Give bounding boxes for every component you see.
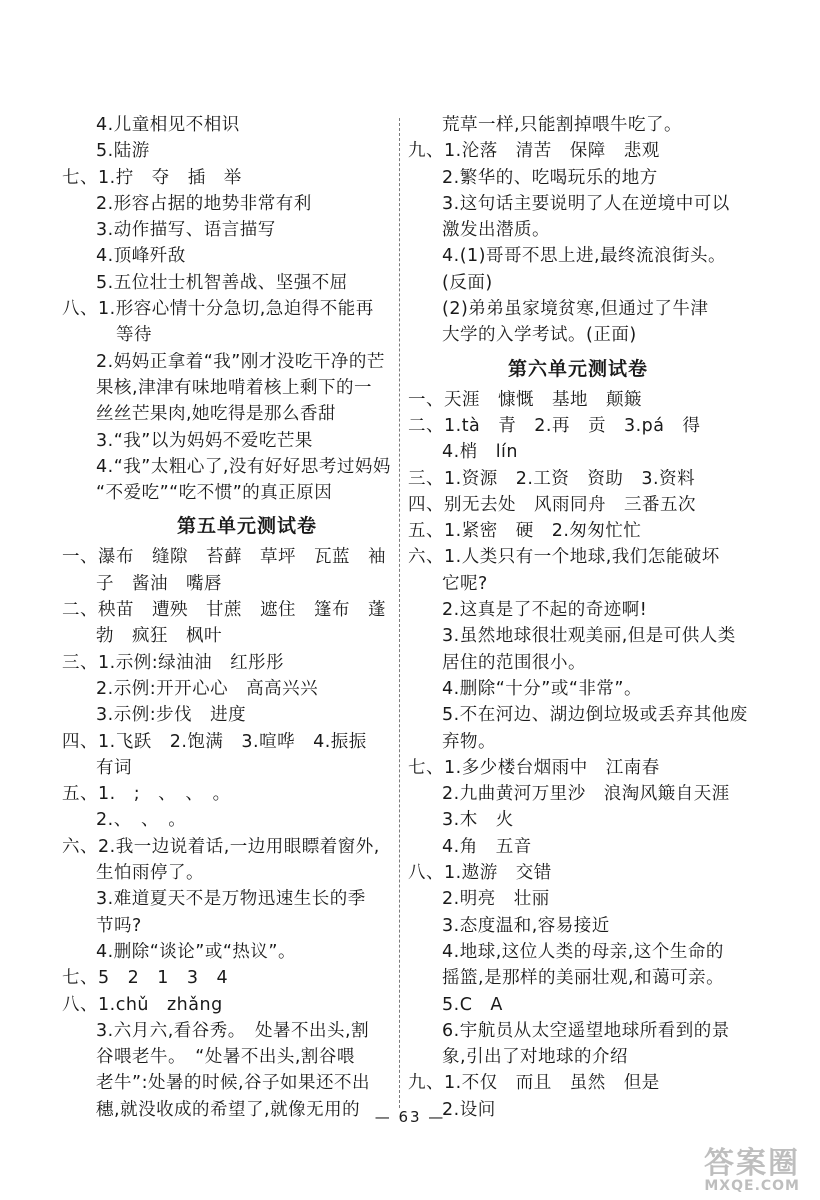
answer-line: 4.“我”太粗心了,没有好好思考过妈妈: [96, 456, 391, 477]
answer-line: 一、天涯 慷慨 基地 颠簸: [408, 389, 642, 410]
answer-line: 2.明亮 壮丽: [442, 889, 550, 910]
answer-line: 象,引出了对地球的介绍: [442, 1047, 629, 1068]
answer-line: 2.这真是了不起的奇迹啊!: [442, 600, 648, 621]
answer-line: 3.态度温和,容易接近: [442, 915, 610, 936]
answer-line: 三、1.资源 2.工资 资助 3.资料: [408, 468, 696, 489]
answer-line: 四、1.飞跃 2.饱满 3.喧哗 4.振振: [62, 731, 367, 752]
answer-line: 2.示例:开开心心 高高兴兴: [96, 678, 319, 699]
answer-line: 2.九曲黄河万里沙 浪淘风簸自天涯: [442, 784, 730, 805]
answer-line: 3.虽然地球很壮观美丽,但是可供人类: [442, 626, 736, 647]
answer-line: 4.删除“十分”或“非常”。: [442, 678, 642, 699]
answer-line: 八、1.形容心情十分急切,急迫得不能再: [62, 299, 374, 320]
answer-line: 九、1.不仅 而且 虽然 但是: [408, 1073, 660, 1094]
right-column: [408, 112, 748, 1123]
answer-line: 节吗?: [96, 915, 142, 936]
answer-line: 6.宇航员从太空遥望地球所看到的景: [442, 1020, 730, 1041]
answer-line: 大学的入学考试。(正面): [442, 325, 637, 346]
answer-line: 3.示例:步伐 进度: [96, 705, 247, 726]
answer-line: 4.梢 lín: [442, 442, 519, 463]
answer-line: 勃 疯狂 枫叶: [96, 626, 222, 647]
answer-line: 七、1.拧 夺 插 举: [62, 167, 242, 188]
answer-line: 老牛”:处暑的时候,谷子如果还不出: [96, 1073, 371, 1094]
section-heading: 第六单元测试卷: [507, 357, 648, 380]
answer-line: 5.C A: [442, 994, 503, 1015]
answer-line: 3.六月六,看谷秀。 处暑不出头,割: [96, 1020, 370, 1041]
answer-line: 2.妈妈正拿着“我”刚才没吃干净的芒: [96, 351, 385, 372]
answer-line: 七、1.多少楼台烟雨中 江南春: [408, 757, 660, 778]
answer-line: 2.繁华的、吃喝玩乐的地方: [442, 167, 658, 188]
answer-line: 八、1.chǔ zhǎng: [62, 994, 223, 1015]
answer-line: 4.地球,这位人类的母亲,这个生命的: [442, 941, 724, 962]
answer-line: 七、5 2 1 3 4: [62, 968, 229, 989]
answer-line: 3.难道夏天不是万物迅速生长的季: [96, 889, 366, 910]
answer-line: 三、1.示例:绿油油 红彤彤: [62, 652, 285, 673]
answer-line: 激发出潜质。: [442, 220, 550, 241]
answer-line: 子 酱油 嘴唇: [96, 573, 222, 594]
answer-line: 4.删除“谈论”或“热议”。: [96, 941, 296, 962]
answer-line: 3.木 火: [442, 810, 514, 831]
answer-line: 4.角 五音: [442, 836, 532, 857]
answer-line: 4.(1)哥哥不思上进,最终流浪街头。: [442, 246, 727, 267]
answer-line: 九、1.沦落 清苦 保障 悲观: [408, 141, 660, 162]
answer-line: 3.这句话主要说明了人在逆境中可以: [442, 193, 730, 214]
answer-line: 谷喂老牛。 “处暑不出头,割谷喂: [96, 1047, 355, 1068]
answer-line: 二、1.tà 青 2.再 贡 3.pá 得: [408, 415, 701, 436]
column-divider: [399, 118, 400, 1108]
answer-line: 生怕雨停了。: [96, 863, 204, 884]
answer-line: 有词: [96, 757, 132, 778]
site-watermark-logo: [658, 1138, 808, 1194]
answer-line: 四、别无去处 风雨同舟 三番五次: [408, 494, 696, 515]
answer-line: 5.五位壮士机智善战、坚强不屈: [96, 272, 348, 293]
answer-line: 五、1. ; 、 、 。: [62, 784, 231, 805]
watermark-top-text: 答案圈: [704, 1146, 800, 1181]
answer-line: (反面): [442, 272, 493, 293]
answer-line: 一、瀑布 缝隙 苔藓 草坪 瓦蓝 袖: [62, 547, 386, 568]
answer-line: 六、1.人类只有一个地球,我们怎能破坏: [408, 547, 720, 568]
answer-line: 果核,津津有味地啃着核上剩下的一: [96, 377, 373, 398]
answer-line: 五、1.紧密 硬 2.匆匆忙忙: [408, 521, 642, 542]
answer-line: 5.不在河边、湖边倒垃圾或丢弃其他废: [442, 705, 748, 726]
page-number: — 63 —: [374, 1108, 446, 1126]
answer-line: 3.“我”以为妈妈不爱吃芒果: [96, 430, 313, 451]
answer-line: 穗,就没收成的希望了,就像无用的: [96, 1099, 361, 1120]
section-heading: 第五单元测试卷: [176, 515, 317, 538]
answer-line: 六、2.我一边说着话,一边用眼瞟着窗外,: [62, 836, 380, 857]
answer-line: “不爱吃”“吃不惯”的真正原因: [96, 483, 333, 504]
answer-line: 八、1.遨游 交错: [408, 863, 552, 884]
answer-line: 居住的范围很小。: [442, 652, 586, 673]
answer-line: 5.陆游: [96, 141, 150, 162]
answer-line: 2.设问: [442, 1099, 496, 1120]
answer-line: 二、秧苗 遭殃 甘蔗 遮住 篷布 蓬: [62, 600, 386, 621]
answer-line: 丝丝芒果肉,她吃得是那么香甜: [96, 404, 337, 425]
left-column: [62, 112, 392, 1123]
answer-line: 3.动作描写、语言描写: [96, 220, 276, 241]
answer-line: 2.形容占据的地势非常有利: [96, 193, 312, 214]
answer-line: 它呢?: [442, 573, 488, 594]
answer-line: 等待: [116, 325, 152, 346]
answer-line: 荒草一样,只能割掉喂牛吃了。: [442, 115, 683, 135]
answer-line: 摇篮,是那样的美丽壮观,和蔼可亲。: [442, 968, 725, 989]
answer-line: 弃物。: [442, 731, 496, 752]
answer-line: 4.儿童相见不相识: [96, 115, 240, 135]
watermark-bottom-text: MXQE.COM: [704, 1178, 800, 1194]
answer-line: 2.、 、 。: [96, 810, 187, 831]
answer-line: (2)弟弟虽家境贫寒,但通过了牛津: [442, 299, 709, 320]
answer-line: 4.顶峰歼敌: [96, 246, 186, 267]
